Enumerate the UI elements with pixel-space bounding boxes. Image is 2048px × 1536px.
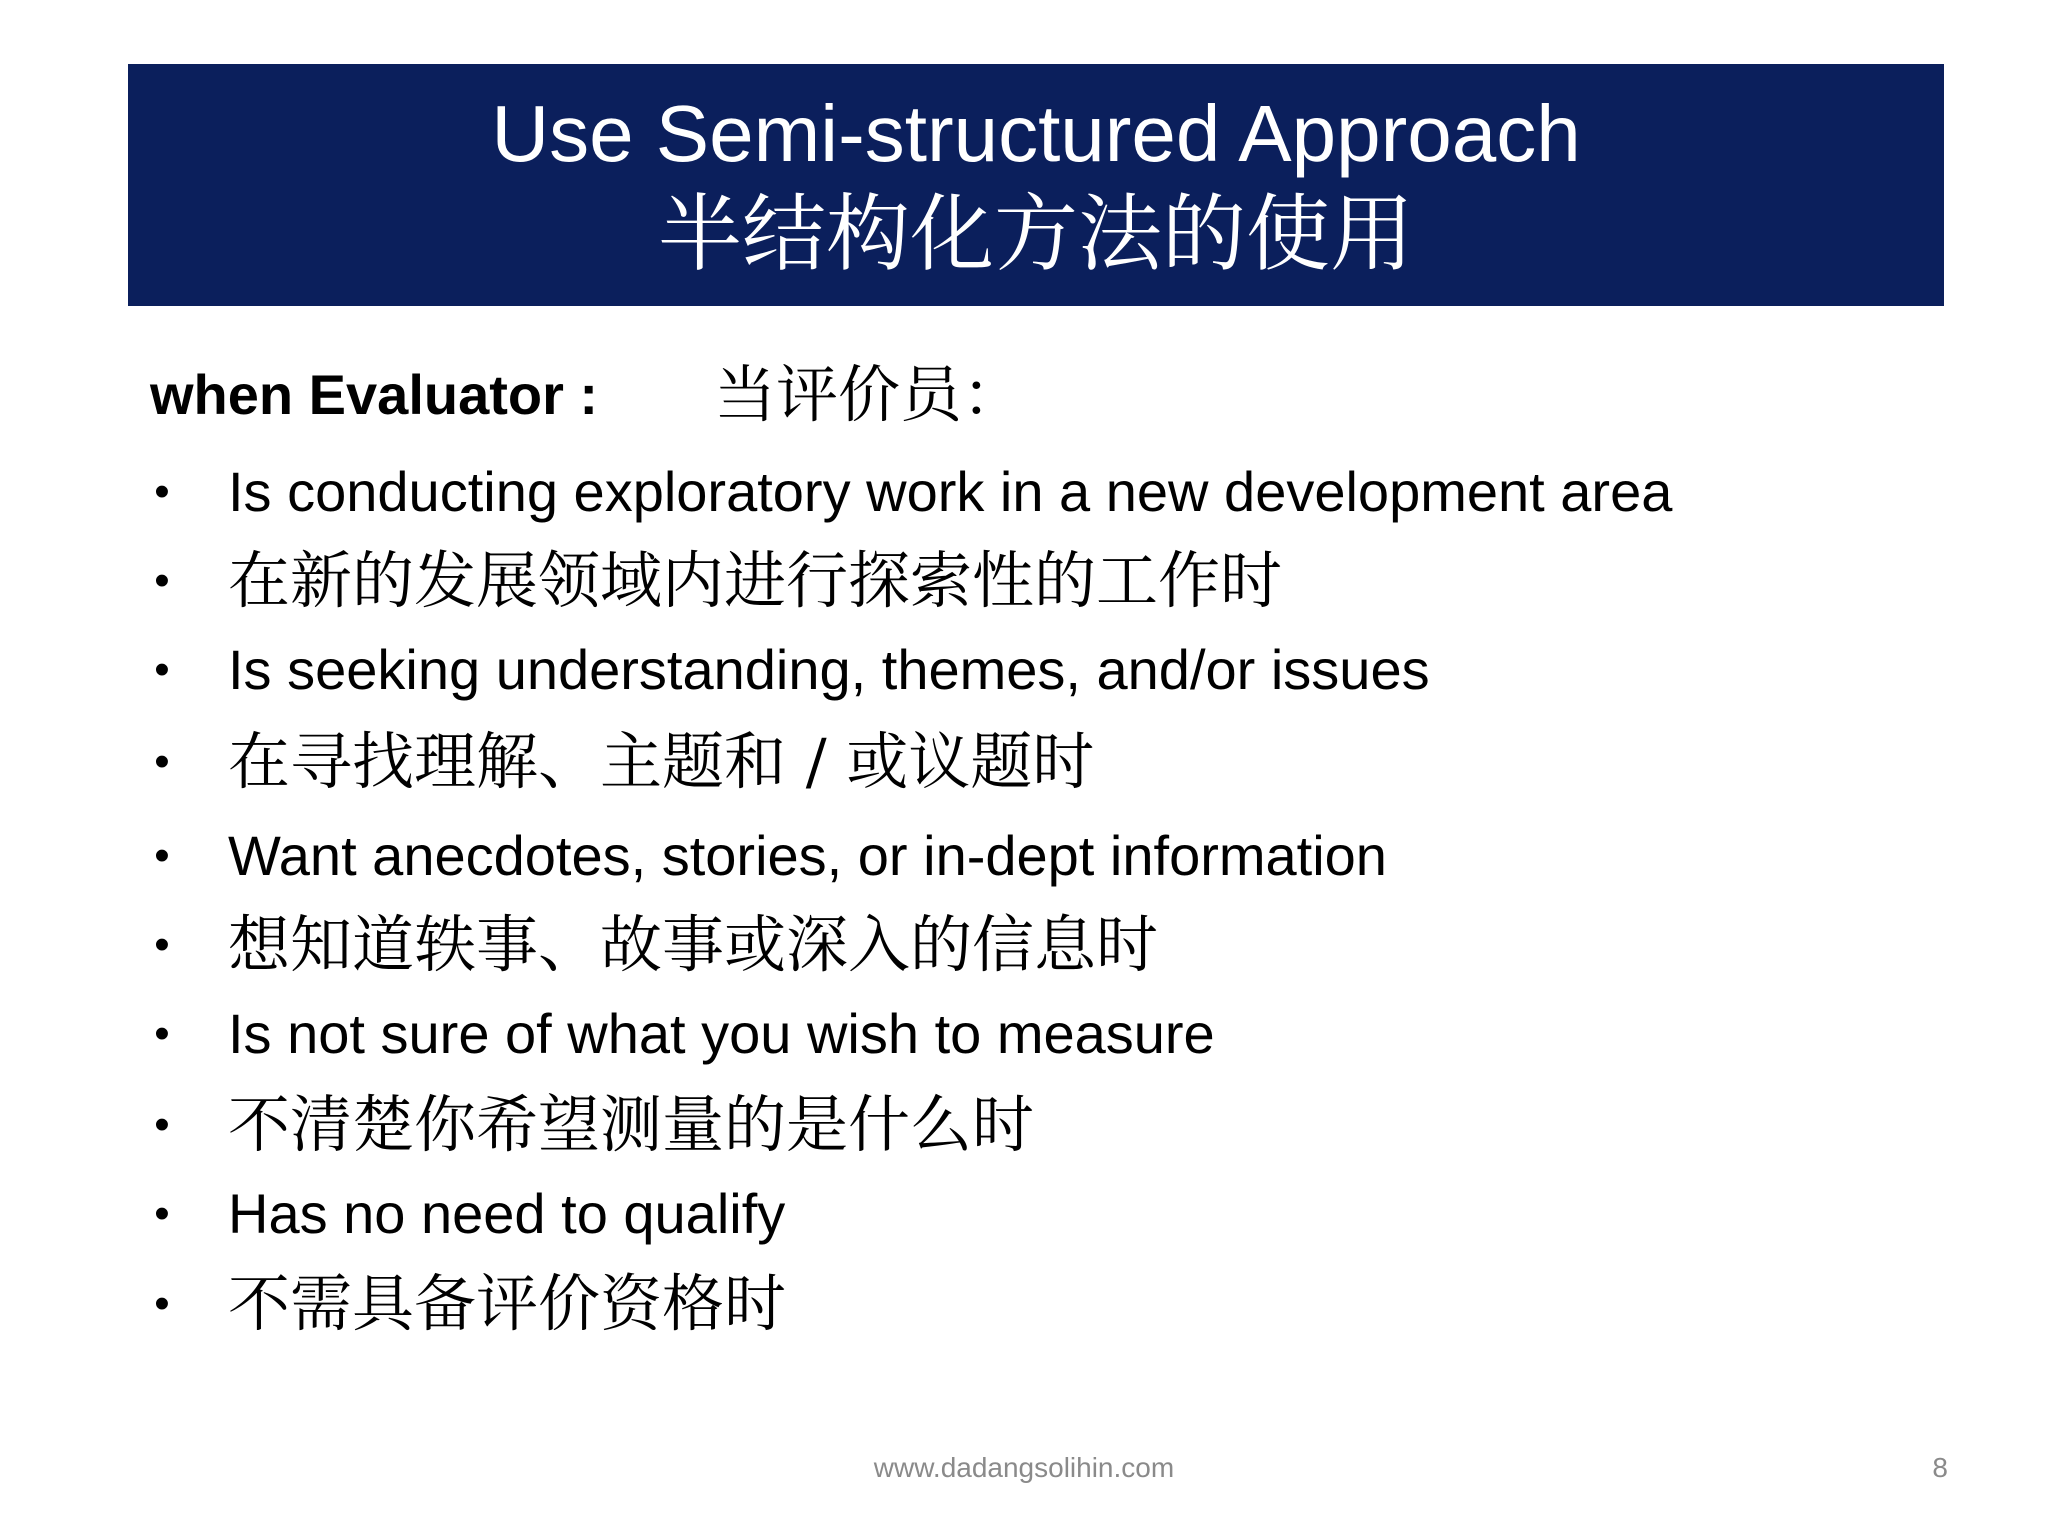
bullet-text: 在寻找理解、主题和 / 或议题时 <box>228 725 1095 798</box>
bullet-dot: • <box>154 1009 170 1058</box>
bullet-text: Want anecdotes, stories, or in-dept information <box>228 824 1387 887</box>
bullet-dot: • <box>154 467 170 516</box>
bullet-text: Is not sure of what you wish to measure <box>228 1002 1215 1065</box>
subtitle-english: when Evaluator : <box>150 363 599 426</box>
subtitle-chinese: 当评价员： <box>714 358 1025 431</box>
bullet-dot: • <box>154 1100 170 1149</box>
footer-url: www.dadangsolihin.com <box>873 1452 1175 1483</box>
bullet-dot: • <box>154 645 170 694</box>
bullet-dot: • <box>154 920 170 969</box>
bullet-dot: • <box>154 556 170 605</box>
bullet-text: 想知道轶事、故事或深入的信息时 <box>228 908 1159 981</box>
bullet-text: 不需具备评价资格时 <box>228 1267 787 1340</box>
bullet-dot: • <box>154 831 170 880</box>
bullet-dot: • <box>154 1189 170 1238</box>
slide-title-english: Use Semi-structured Approach <box>491 89 1581 178</box>
bullet-text: 不清楚你希望测量的是什么时 <box>228 1088 1035 1161</box>
bullet-text: Is conducting exploratory work in a new development area <box>228 460 1673 523</box>
bullet-dot: • <box>154 1279 170 1328</box>
slide-title-chinese: 半结构化方法的使用 <box>657 185 1414 283</box>
bullet-text: Has no need to qualify <box>228 1182 786 1245</box>
bullet-text: 在新的发展领域内进行探索性的工作时 <box>228 544 1283 617</box>
page-number: 8 <box>1932 1452 1948 1483</box>
bullet-dot: • <box>154 737 170 786</box>
bullet-text: Is seeking understanding, themes, and/or issues <box>228 638 1430 701</box>
